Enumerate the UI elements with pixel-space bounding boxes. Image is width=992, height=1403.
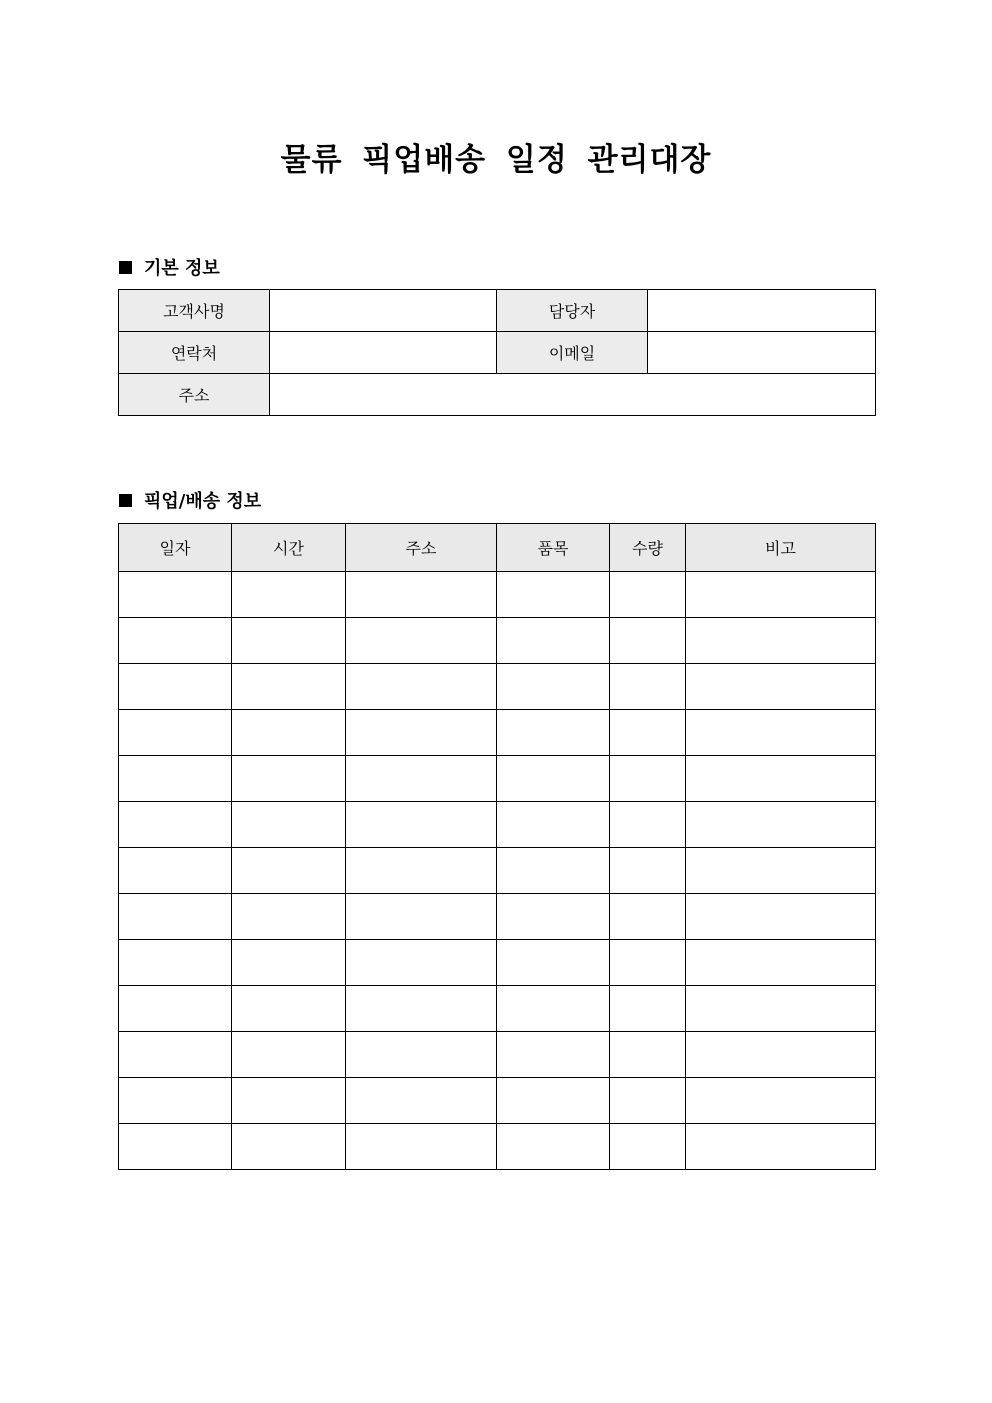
table-row [119,618,876,664]
quantity-cell[interactable] [610,756,686,802]
date-cell[interactable] [119,986,232,1032]
date-cell[interactable] [119,848,232,894]
item-cell[interactable] [497,664,610,710]
schedule-header-row [119,524,876,572]
manager-label: 담당자 [497,290,648,332]
basic-info-row [119,332,876,374]
time-cell[interactable] [232,618,346,664]
time-cell[interactable] [232,756,346,802]
address-cell[interactable] [346,894,497,940]
item-cell[interactable] [497,940,610,986]
customer-name-label: 고객사명 [119,290,270,332]
address-cell[interactable] [346,1124,497,1170]
column-header-date: 일자 [119,524,232,572]
table-row [119,894,876,940]
notes-cell[interactable] [686,1124,876,1170]
quantity-cell[interactable] [610,894,686,940]
date-cell[interactable] [119,618,232,664]
item-cell[interactable] [497,1078,610,1124]
basic-info-row [119,374,876,416]
contact-field[interactable] [270,332,497,374]
address-cell[interactable] [346,572,497,618]
date-cell[interactable] [119,894,232,940]
column-header-item: 품목 [497,524,610,572]
quantity-cell[interactable] [610,802,686,848]
notes-cell[interactable] [686,618,876,664]
time-cell[interactable] [232,986,346,1032]
item-cell[interactable] [497,1032,610,1078]
notes-cell[interactable] [686,1078,876,1124]
schedule-table [118,523,876,1170]
column-header-notes: 비고 [686,524,876,572]
square-bullet-icon [119,494,132,507]
quantity-cell[interactable] [610,664,686,710]
address-cell[interactable] [346,940,497,986]
manager-field[interactable] [648,290,876,332]
schedule-heading [119,487,261,513]
quantity-cell[interactable] [610,1124,686,1170]
date-cell[interactable] [119,940,232,986]
table-row [119,1124,876,1170]
table-row [119,802,876,848]
table-row [119,1078,876,1124]
schedule-heading-text: 픽업/배송 정보 [144,491,262,512]
date-cell[interactable] [119,572,232,618]
basic-info-table [118,289,876,416]
column-header-time: 시간 [232,524,346,572]
table-row [119,1032,876,1078]
column-header-quantity: 수량 [610,524,686,572]
notes-cell[interactable] [686,710,876,756]
table-row [119,572,876,618]
date-cell[interactable] [119,1032,232,1078]
item-cell[interactable] [497,756,610,802]
time-cell[interactable] [232,1078,346,1124]
time-cell[interactable] [232,664,346,710]
time-cell[interactable] [232,710,346,756]
quantity-cell[interactable] [610,940,686,986]
time-cell[interactable] [232,572,346,618]
email-label: 이메일 [497,332,648,374]
address-field[interactable] [270,374,876,416]
notes-cell[interactable] [686,802,876,848]
notes-cell[interactable] [686,1032,876,1078]
quantity-cell[interactable] [610,848,686,894]
notes-cell[interactable] [686,986,876,1032]
item-cell[interactable] [497,572,610,618]
item-cell[interactable] [497,986,610,1032]
table-row [119,756,876,802]
quantity-cell[interactable] [610,1032,686,1078]
date-cell[interactable] [119,664,232,710]
basic-info-row [119,290,876,332]
item-cell[interactable] [497,618,610,664]
basic-info-heading [119,254,220,280]
table-row [119,986,876,1032]
quantity-cell[interactable] [610,572,686,618]
address-label: 주소 [119,374,270,416]
date-cell[interactable] [119,756,232,802]
item-cell[interactable] [497,894,610,940]
address-cell[interactable] [346,1078,497,1124]
time-cell[interactable] [232,802,346,848]
quantity-cell[interactable] [610,986,686,1032]
address-cell[interactable] [346,618,497,664]
time-cell[interactable] [232,940,346,986]
table-row [119,940,876,986]
address-cell[interactable] [346,710,497,756]
time-cell[interactable] [232,894,346,940]
address-cell[interactable] [346,802,497,848]
notes-cell[interactable] [686,756,876,802]
square-bullet-icon [119,261,132,274]
date-cell[interactable] [119,802,232,848]
contact-label: 연락처 [119,332,270,374]
quantity-cell[interactable] [610,618,686,664]
address-cell[interactable] [346,756,497,802]
date-cell[interactable] [119,1078,232,1124]
table-row [119,848,876,894]
item-cell[interactable] [497,848,610,894]
item-cell[interactable] [497,802,610,848]
date-cell[interactable] [119,1124,232,1170]
time-cell[interactable] [232,1124,346,1170]
table-row [119,664,876,710]
quantity-cell[interactable] [610,1078,686,1124]
page-title: 물류 픽업배송 일정 관리대장 [280,142,712,178]
customer-name-field[interactable] [270,290,497,332]
basic-info-heading-text: 기본 정보 [144,258,220,279]
table-row [119,710,876,756]
notes-cell[interactable] [686,848,876,894]
notes-cell[interactable] [686,940,876,986]
address-cell[interactable] [346,1032,497,1078]
notes-cell[interactable] [686,894,876,940]
notes-cell[interactable] [686,664,876,710]
time-cell[interactable] [232,848,346,894]
quantity-cell[interactable] [610,710,686,756]
time-cell[interactable] [232,1032,346,1078]
address-cell[interactable] [346,664,497,710]
notes-cell[interactable] [686,572,876,618]
item-cell[interactable] [497,1124,610,1170]
item-cell[interactable] [497,710,610,756]
address-cell[interactable] [346,848,497,894]
email-field[interactable] [648,332,876,374]
column-header-address: 주소 [346,524,497,572]
address-cell[interactable] [346,986,497,1032]
date-cell[interactable] [119,710,232,756]
